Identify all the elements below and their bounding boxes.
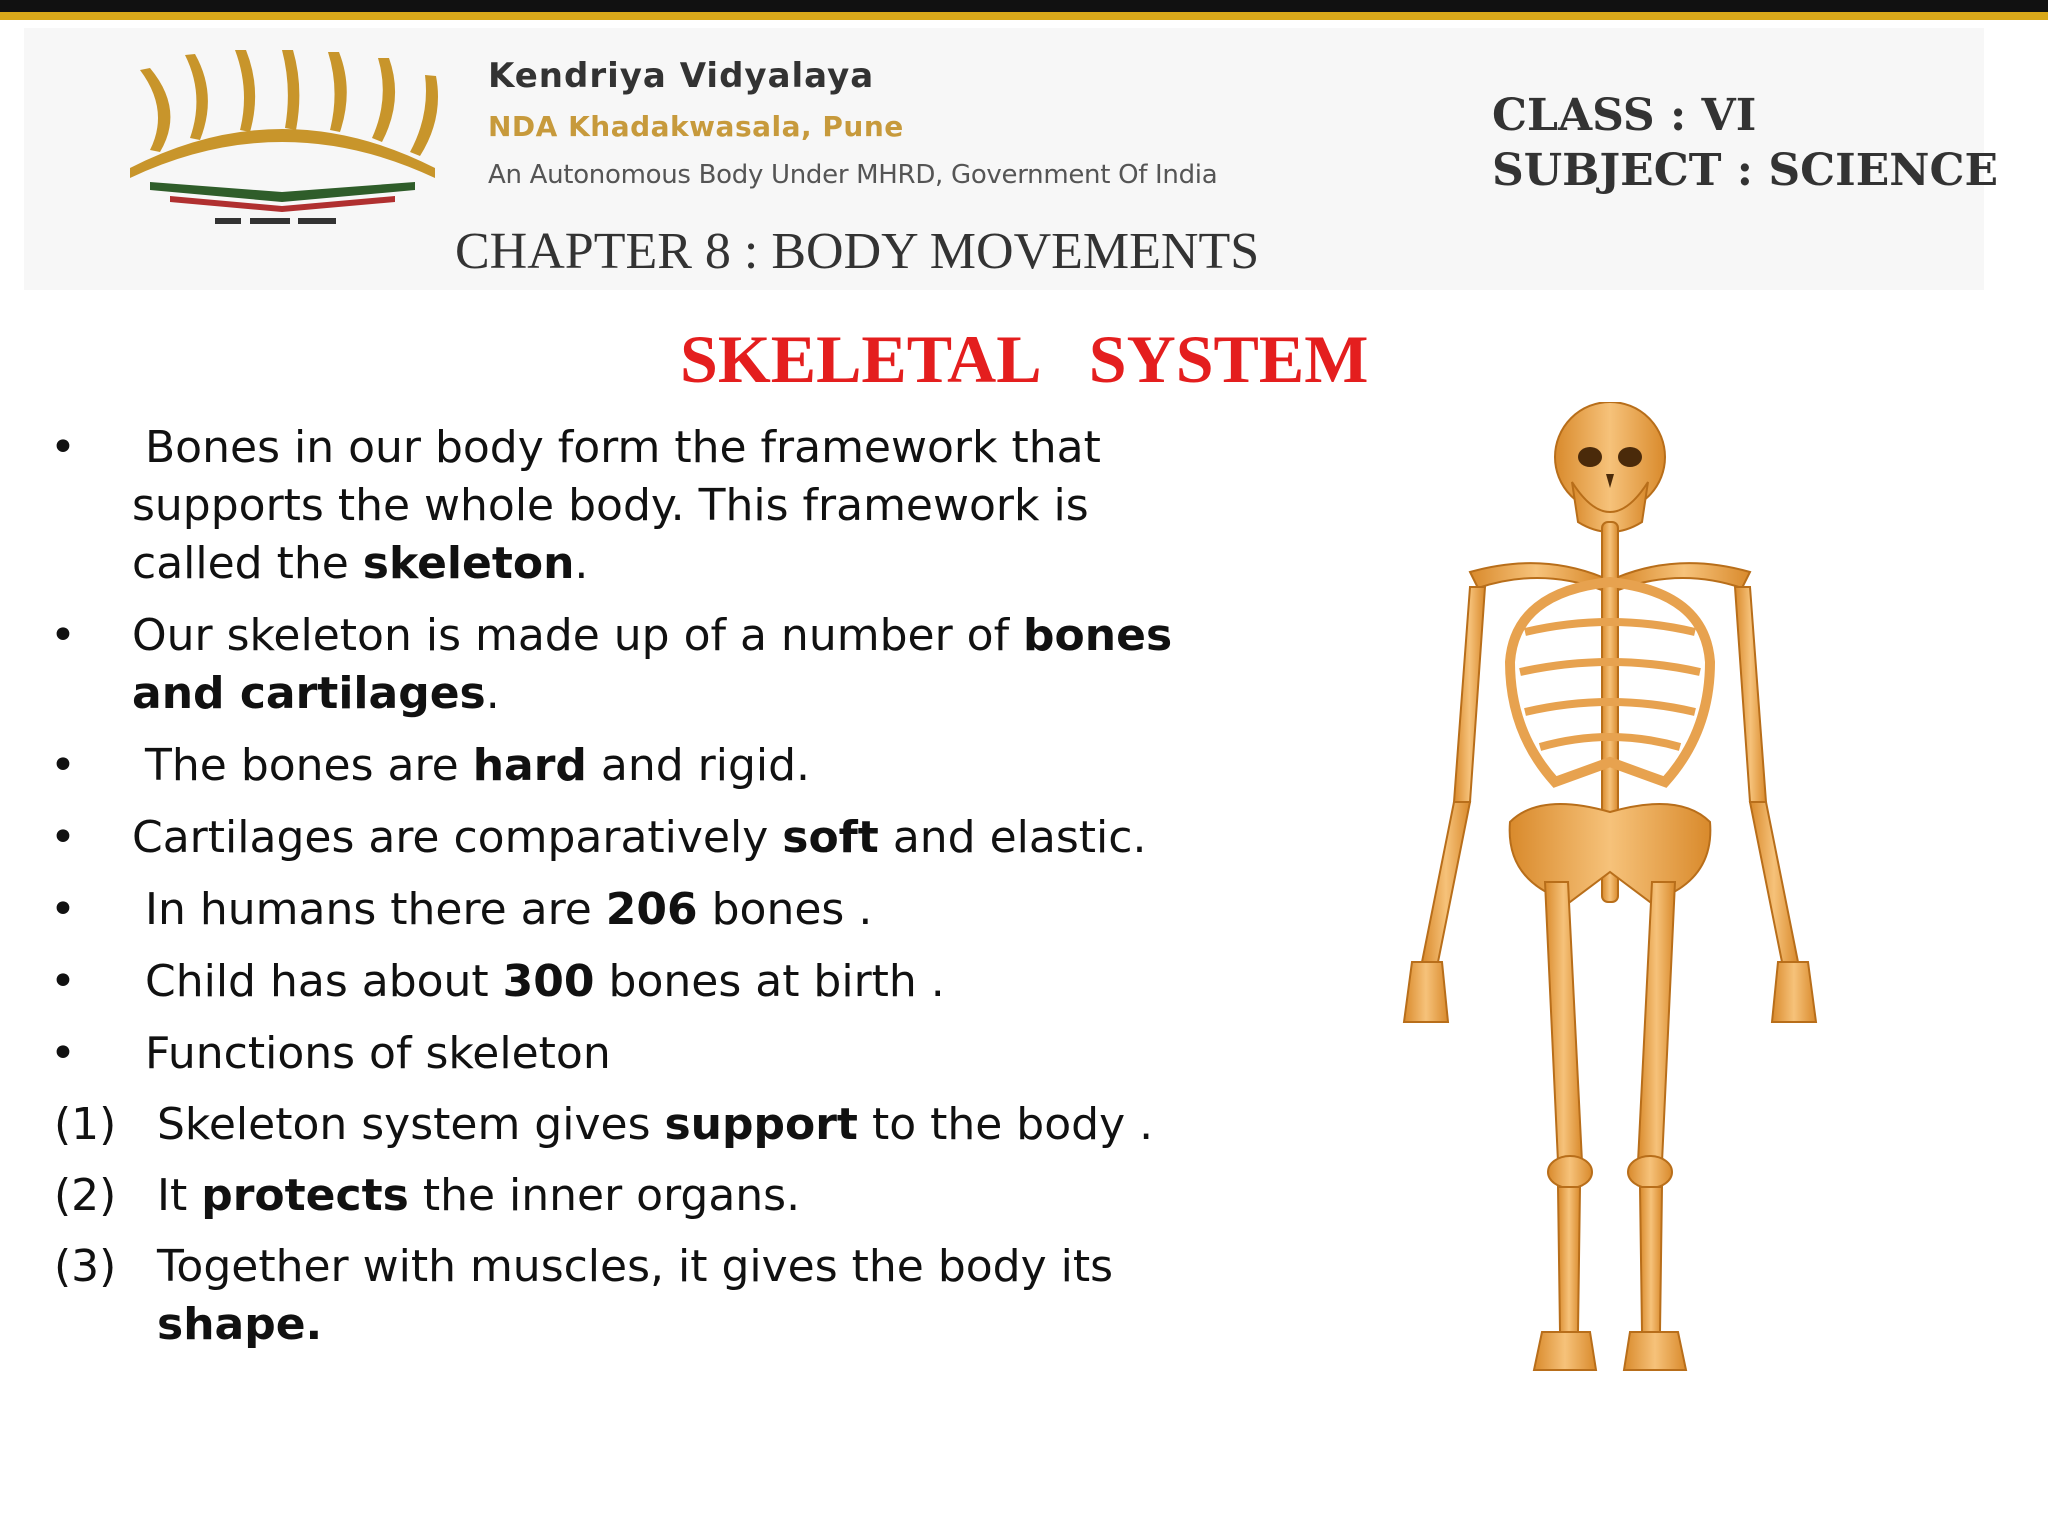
bullet-marker: • <box>50 884 76 935</box>
keyword: bones <box>1023 610 1173 661</box>
function-number: (2) <box>54 1170 117 1221</box>
subject-label: SUBJECT : SCIENCE <box>1492 145 1999 196</box>
bullet-text: called the skeleton. <box>132 538 589 589</box>
bullet-text: The bones are hard and rigid. <box>145 740 811 791</box>
function-number: (1) <box>54 1099 117 1150</box>
keyword: 300 <box>502 956 595 1007</box>
org-name: Kendriya Vidyalaya <box>488 56 875 96</box>
gold-stripe <box>0 12 2048 20</box>
bullet-marker: • <box>50 1028 76 1079</box>
kv-logo-icon <box>110 50 455 240</box>
keyword: skeleton <box>362 538 575 589</box>
function-text: It protects the inner organs. <box>157 1170 801 1221</box>
keyword: support <box>664 1099 858 1150</box>
org-place: NDA Khadakwasala, Pune <box>488 110 904 143</box>
bullet-text: Our skeleton is made up of a number of bones <box>132 610 1173 661</box>
keyword: hard <box>472 740 587 791</box>
function-text <box>157 1299 322 1350</box>
function-text: Together with muscles, it gives the body its <box>157 1241 1114 1292</box>
bullet-text: Child has about 300 bones at birth . <box>145 956 945 1007</box>
keyword: protects <box>201 1170 409 1221</box>
bullet-marker: • <box>50 740 76 791</box>
top-border <box>0 0 2048 16</box>
bullet-marker: • <box>50 956 76 1007</box>
bullet-text: In humans there are 206 bones . <box>145 884 873 935</box>
bullet-marker: • <box>50 812 76 863</box>
bullet-text: Cartilages are comparatively soft and elastic. <box>132 812 1147 863</box>
chapter-title: CHAPTER 8 : BODY MOVEMENTS <box>455 223 1260 280</box>
class-label: CLASS : VI <box>1492 90 1757 141</box>
keyword: shape. <box>157 1299 323 1350</box>
skeleton-illustration <box>1320 402 1900 1372</box>
keyword: and cartilages <box>132 668 486 719</box>
bullet-text: supports the whole body. This framework is <box>132 480 1089 531</box>
keyword: soft <box>782 812 879 863</box>
function-text: Skeleton system gives support to the body . <box>157 1099 1154 1150</box>
bullet-text: Functions of skeleton <box>145 1028 611 1079</box>
bullet-text: Bones in our body form the framework that <box>145 422 1101 473</box>
bullet-marker: • <box>50 610 76 661</box>
slide-title: SKELETAL SYSTEM <box>680 321 1369 397</box>
org-affiliation: An Autonomous Body Under MHRD, Government Of India <box>488 160 1218 190</box>
function-number: (3) <box>54 1241 117 1292</box>
keyword: 206 <box>605 884 698 935</box>
bullet-text: and cartilages. <box>132 668 500 719</box>
bullet-marker: • <box>50 422 76 473</box>
